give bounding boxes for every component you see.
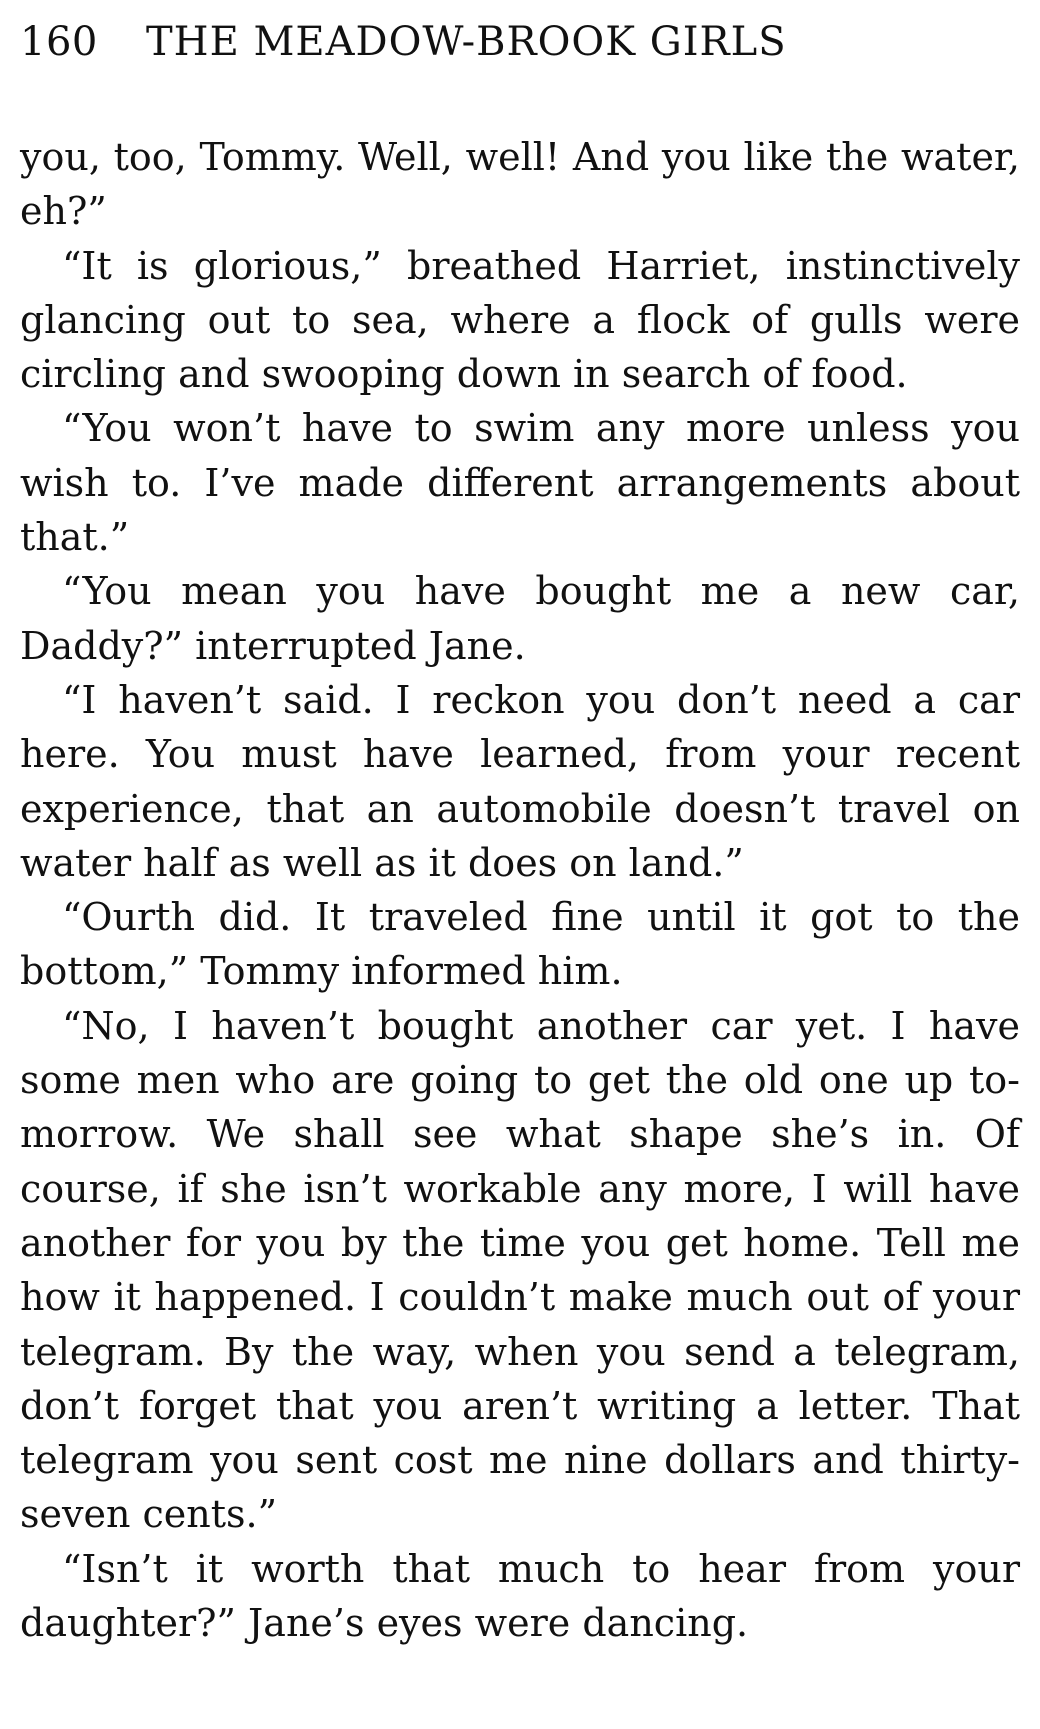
body-text <box>20 130 1020 1650</box>
paragraph: “Isn’t it worth that much to hear from your daughter?” Jane’s eyes were dancing. <box>20 1546 1020 1646</box>
book-page <box>20 14 1020 1650</box>
paragraph: “You won’t have to swim any more unless you wish to. I’ve made different arrangements about that.” <box>20 406 1020 560</box>
paragraph: “Ourth did. It traveled fine until it got to the bottom,” Tommy informed him. <box>20 895 1020 994</box>
paragraph: “You mean you have bought me a new car, Daddy?” interrupted Jane. <box>20 569 1020 668</box>
paragraph: “I haven’t said. I reckon you don’t need a car here. You must have learned, from your recent experience, that an automobile doesn’t travel on water half as well as it does on land.” <box>20 677 1020 885</box>
book-title: THE MEADOW-BROOK GIRLS <box>146 19 787 65</box>
page-number: 160 <box>20 19 98 65</box>
paragraph-continued: you, too, Tommy. Well, well! And you like the water, eh?” <box>20 135 1020 234</box>
running-head <box>20 14 1020 70</box>
paragraph: “No, I haven’t bought another car yet. I have some men who are going to get the old one up to-morrow. We shall see what shape she’s in. Of course, if she isn’t workable any more, I will have another for you by the time you get home. Tell me how it happened. I couldn’t make much out of your telegram. By the way, when you send a telegram, don’t forget that you aren’t writing a letter. That telegram you sent cost me nine dollars and thirty-seven cents.” <box>20 1003 1020 1537</box>
paragraph: “It is glorious,” breathed Harriet, instinctively glancing out to sea, where a flock of gulls were circling and swooping down in search of food. <box>20 243 1020 397</box>
